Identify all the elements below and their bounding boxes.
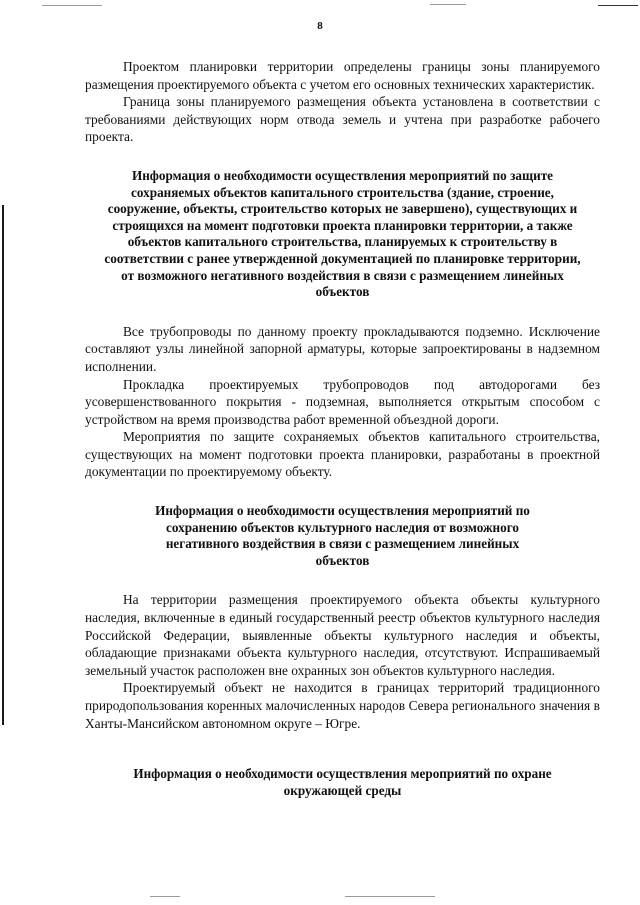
document-body xyxy=(85,58,600,799)
paragraph-cultural-heritage-absence: На территории размещения проектируемого объекта объекты культурного наследия, включенные в единый государственный реестр объектов культурного наследия Российской Федерации, выявленные объекты культурного наследия и объекты, обладающие признаками объекта культурного наследия, отсутствуют. Испрашиваемый земельный участок расположен вне охранных зон объектов культурного наследия. xyxy=(85,592,600,678)
paragraph-protection-measures: Мероприятия по защите сохраняемых объектов капитального строительства, существующих на момент подготовки проекта планировки, разработаны в проектной документации по проектируемому объекту. xyxy=(85,429,600,480)
scan-artifact xyxy=(150,896,180,897)
paragraph-underground-pipelines: Все трубопроводы по данному проекту прокладываются подземно. Исключение составляют узлы линейной запорной арматуры, которые запроектированы в надземном исполнении. xyxy=(85,323,600,374)
paragraph-traditional-land-use: Проектируемый объект не находится в границах территорий традиционного природопользования коренных малочисленных народов Севера регионального значения в Ханты-Мансийском автономном округе – Югре. xyxy=(85,680,600,731)
scan-artifact xyxy=(430,4,466,5)
binding-margin-line xyxy=(2,205,4,725)
heading-cultural-heritage: Информация о необходимости осуществления мероприятий по сохранению объектов культурного наследия от возможного негативного воздействия в связи с размещением линейных объектов xyxy=(155,503,530,568)
paragraph-zone-boundary: Граница зоны планируемого размещения объекта установлена в соответствии с требованиями действующих норм отвода земель и учтена при разработке рабочего проекта. xyxy=(85,94,600,145)
scan-artifact xyxy=(598,5,638,6)
scan-artifact xyxy=(345,896,435,897)
heading-protection-of-capital-construction: Информация о необходимости осуществления мероприятий по защите сохраняемых объектов капитального строительства (здание, строение, сооружение, объекты, строительство которых не завершено), существующих и строящихся на момент подготовки проекта планировки территории, а также объектов капитального строительства, планируемых к строительству в соответствии с ранее утвержденной документацией по планировке территории, от возможного негативного воздействия в связи с размещением линейных объектов xyxy=(104,167,581,300)
paragraph-planning-boundaries: Проектом планировки территории определены границы зоны планируемого размещения проектируемого объекта с учетом его основных технических характеристик. xyxy=(85,59,600,92)
page-number: 8 xyxy=(317,20,323,32)
heading-environmental-protection: Информация о необходимости осуществления мероприятий по охране окружающей среды xyxy=(133,766,552,798)
scan-artifact xyxy=(42,5,102,6)
paragraph-road-crossings: Прокладка проектируемых трубопроводов под автодорогами без усовершенствованного покрытия - подземная, выполняется открытым способом с устройством на время производства работ временной объездной дороги. xyxy=(85,376,600,427)
